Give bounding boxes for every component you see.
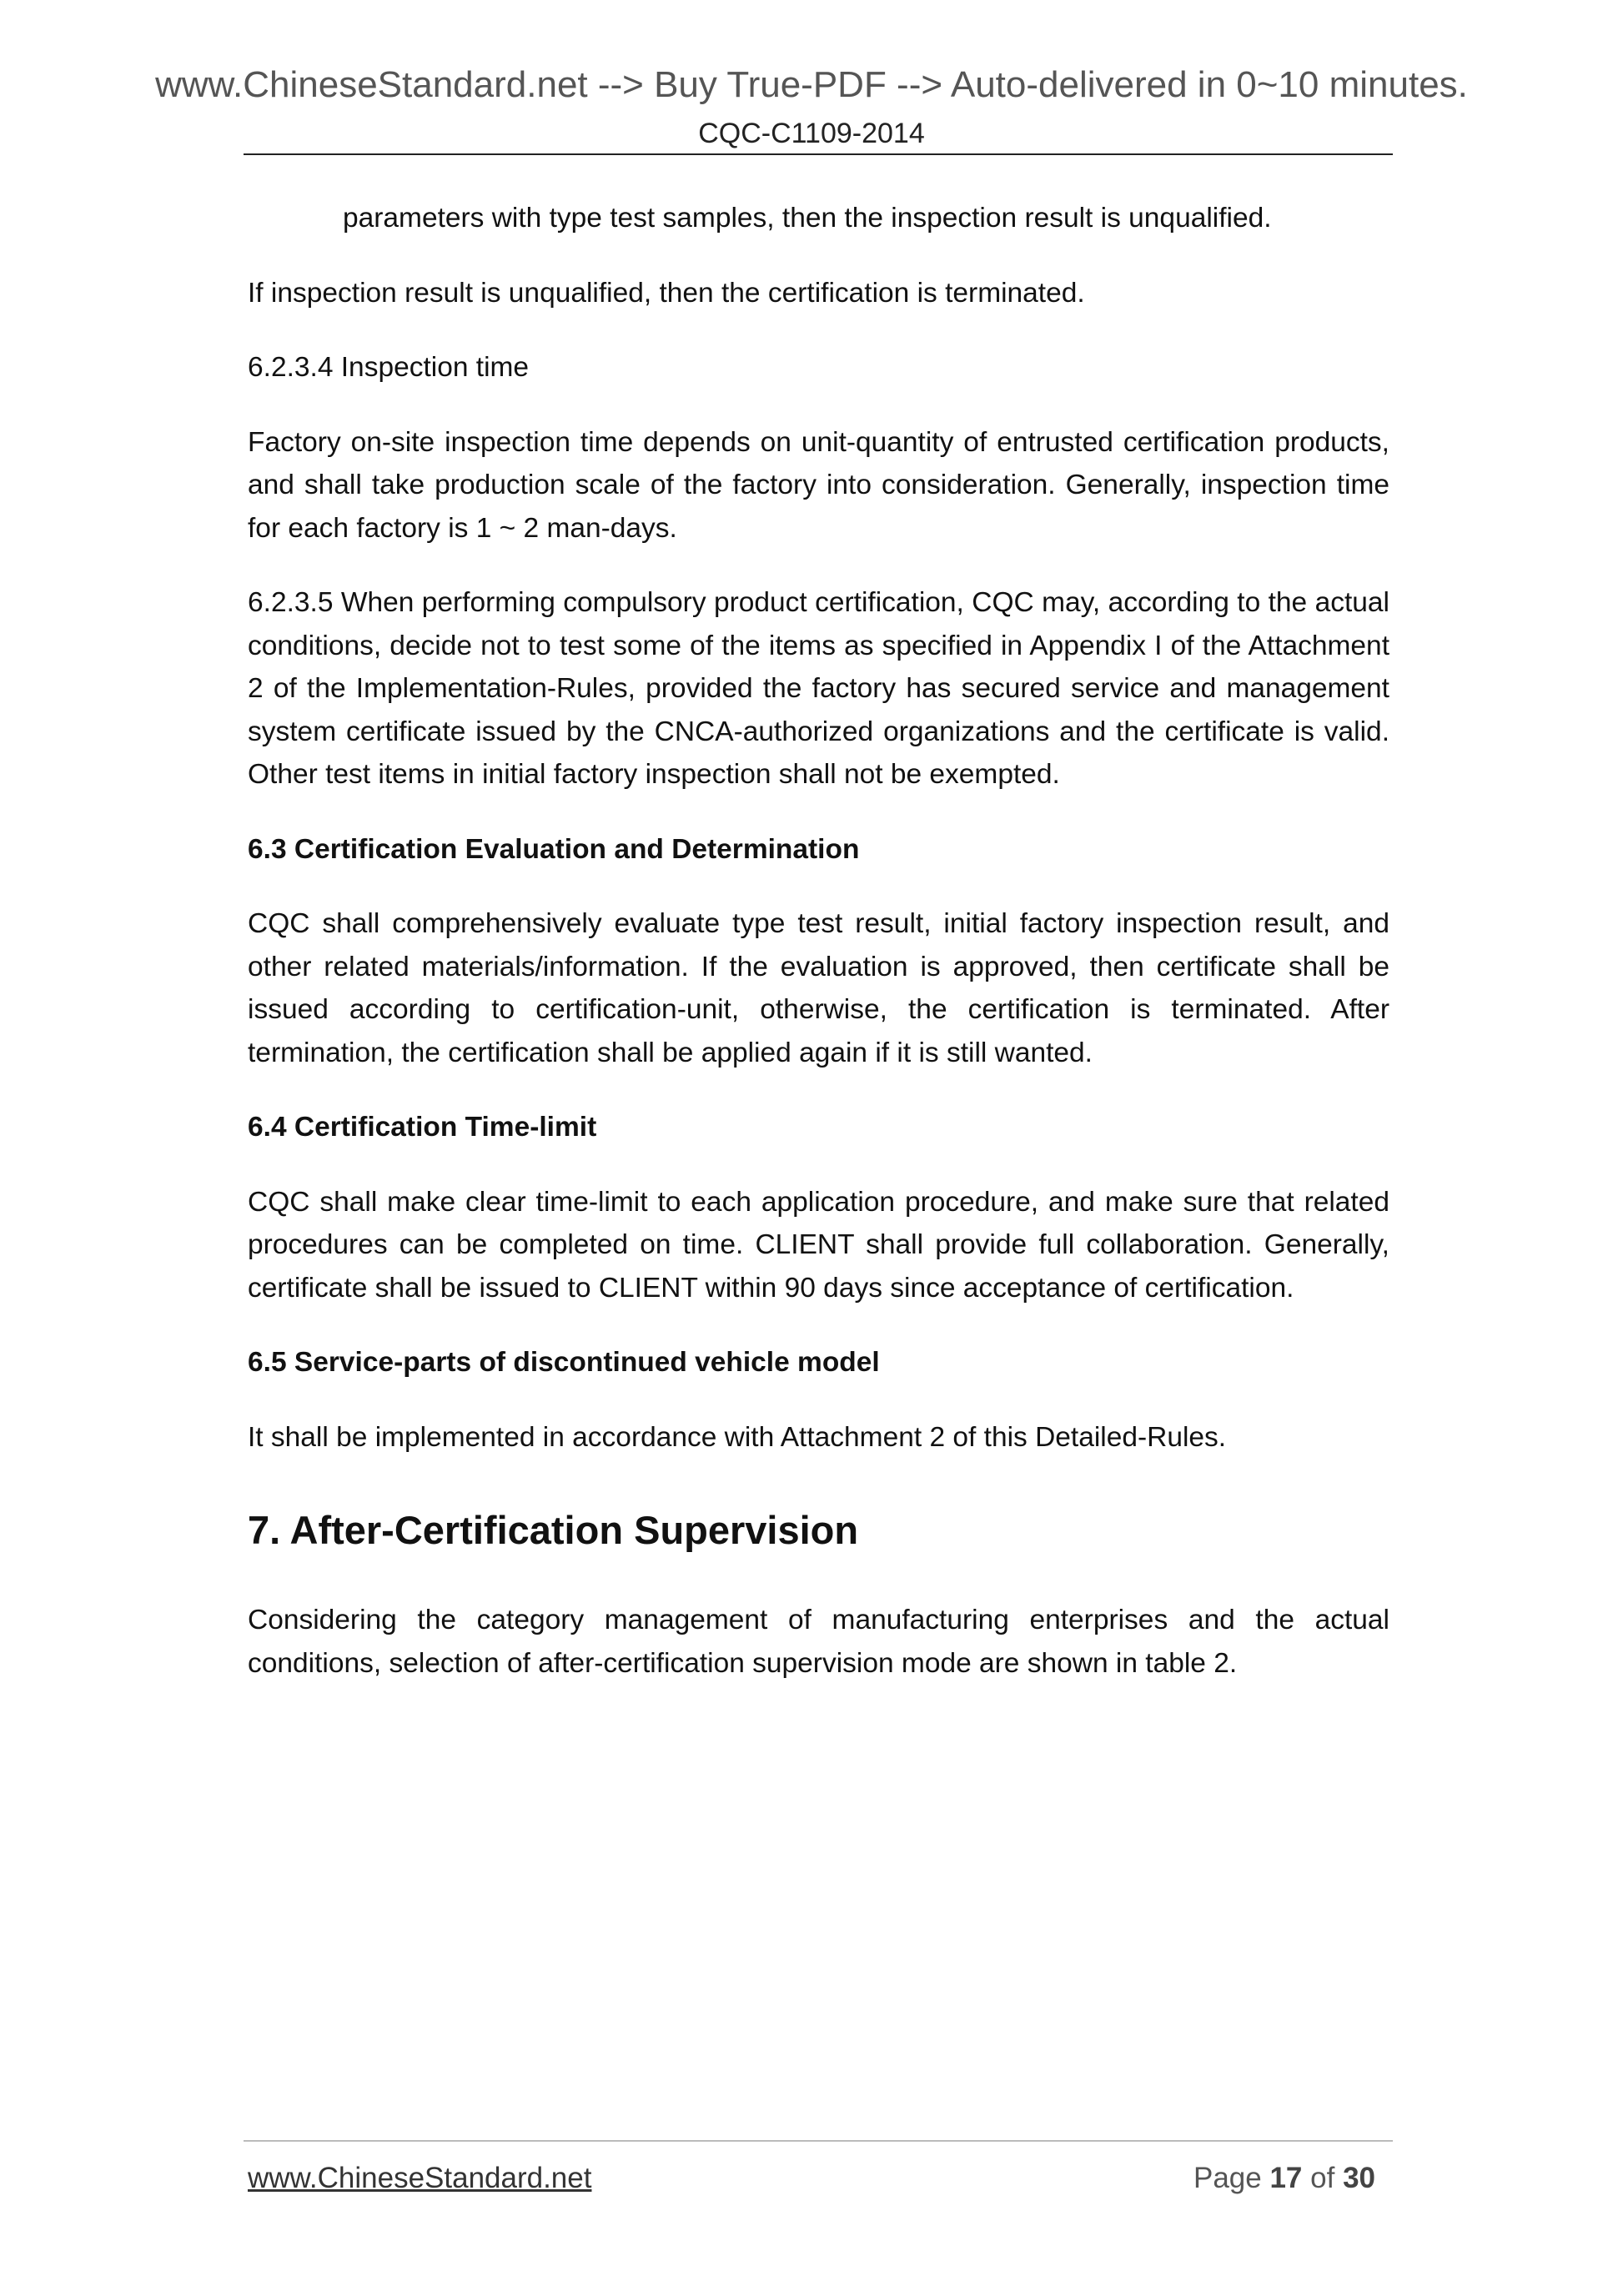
- section-6-3-heading: 6.3 Certification Evaluation and Determination: [248, 833, 860, 865]
- header-banner: www.ChineseStandard.net --> Buy True-PDF --> Auto-delivered in 0~10 minutes.: [155, 64, 1468, 105]
- footer-website-link[interactable]: www.ChineseStandard.net: [248, 2162, 592, 2194]
- document-code: CQC-C1109-2014: [698, 118, 925, 149]
- clause-6235-text: 6.2.3.5 When performing compulsory product certification, CQC may, according to the actual conditions, decide not to test some of the items as specified in Appendix I of the Attachment 2 of the Implementation-Rules, provided the factory has secured service and management system certificate issued by the CNCA-authorized organizations and the certificate is valid. Other test items in initial factory inspection shall not be exempted.: [248, 587, 1389, 790]
- section-6-4-heading: 6.4 Certification Time-limit: [248, 1112, 597, 1143]
- paragraph-continuation: parameters with type test samples, then the inspection result is unqualified.: [343, 203, 1272, 234]
- footer-divider: [244, 2140, 1393, 2142]
- clause-6234-text: Factory on-site inspection time depends on unit-quantity of entrusted certification products, and shall take production scale of the factory into consideration. Generally, inspection time for each factory is 1 ~ 2 man-days.: [248, 426, 1389, 544]
- header-divider: [244, 153, 1393, 155]
- section-6-3-text: CQC shall comprehensively evaluate type test result, initial factory inspection result, and other related materials/information. If the evaluation is approved, then certificate shall be issued according to certification-unit, otherwise, the certification is terminated. After termination, the certification shall be applied again if it is still wanted.: [248, 908, 1389, 1068]
- page-label: Page: [1193, 2162, 1262, 2194]
- clause-6234-heading: 6.2.3.4 Inspection time: [248, 352, 530, 383]
- section-6-5-text: It shall be implemented in accordance with Attachment 2 of this Detailed-Rules.: [248, 1421, 1227, 1453]
- page-current: 17: [1269, 2162, 1303, 2194]
- section-6-4-text: CQC shall make clear time-limit to each application procedure, and make sure that related procedures can be completed on time. CLIENT shall provide full collaboration. Generally, certificate shall be issued to CLIENT within 90 days since acceptance of certification.: [248, 1186, 1389, 1304]
- page-total: 30: [1343, 2162, 1375, 2194]
- section-6-5-heading: 6.5 Service-parts of discontinued vehicle model: [248, 1347, 880, 1378]
- section-7-heading: 7. After-Certification Supervision: [248, 1508, 859, 1552]
- section-7-text: Considering the category management of manufacturing enterprises and the actual conditions, selection of after-certification supervision mode are shown in table 2.: [248, 1605, 1389, 1679]
- paragraph-terminated: If inspection result is unqualified, then the certification is terminated.: [248, 277, 1085, 309]
- page-number: [1193, 2160, 1375, 2197]
- page-of: of: [1310, 2162, 1335, 2194]
- page-body: [248, 197, 1389, 1685]
